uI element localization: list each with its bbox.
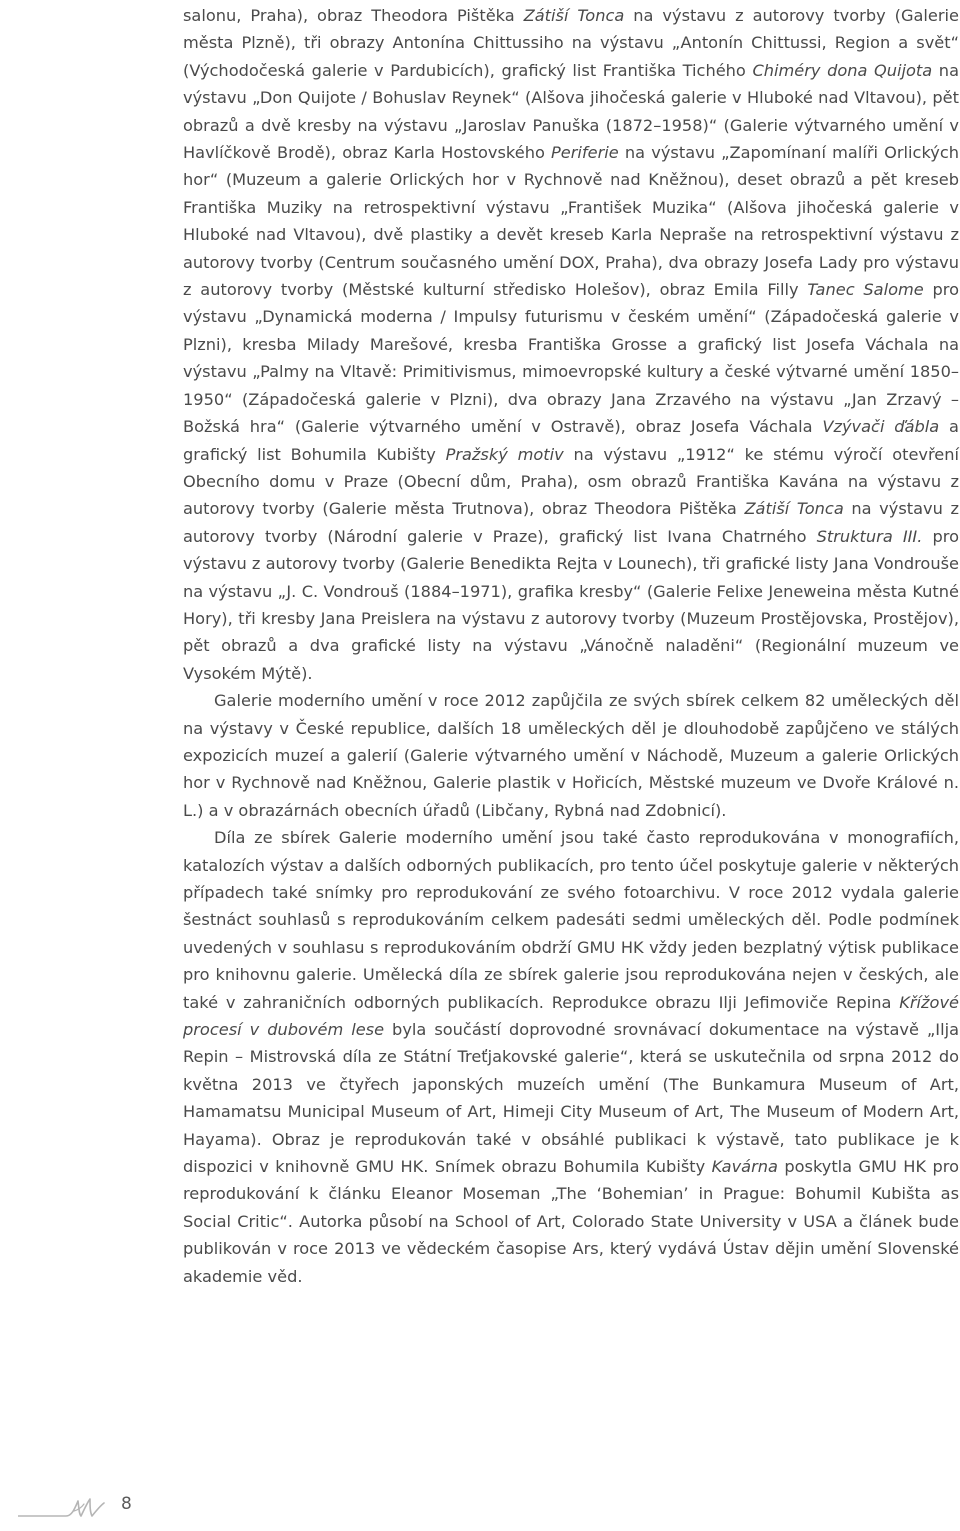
text-run: poskytla GMU HK pro reprodukování k článku Eleanor Moseman „The ‘Bohemian’ in Prague: Bohumil Kubišta as Social Critic“. Autorka působí na School of Art, Colorado State University v USA a článek bude publikován v roce 2013 ve vědeckém časopise Ars, který vydává Ústav dějin umění Slovenské akademie věd. bbox=[183, 1157, 959, 1286]
text-run: Galerie moderního umění v roce 2012 zapůjčila ze svých sbírek celkem 82 uměleckých děl na výstavy v České republice, dalších 18 uměleckých děl je dlouhodobě zapůjčeno ve stálých expozicích muzeí a galerií (Galerie výtvarného umění v Náchodě, Muzeum a galerie Orlických hor v Rychnově nad Kněžnou, Galerie plastik v Hořicích, Městské muzeum ve Dvoře Králové n. L.) a v obrazárnách obecních úřadů (Libčany, Rybná nad Zdobnicí). bbox=[183, 691, 959, 820]
italic-title: Pražský motiv bbox=[445, 444, 564, 464]
italic-title: Tanec Salome bbox=[807, 280, 924, 300]
italic-title: Zátiší Tonca bbox=[523, 6, 625, 25]
italic-title: Periferie bbox=[551, 143, 619, 163]
italic-title: Vzývači ďábla bbox=[822, 417, 940, 437]
paragraph-loans-list bbox=[183, 2, 959, 687]
text-run: pro výstavu z autorovy tvorby (Galerie Benedikta Rejta v Lounech), tři grafické listy Jana Vondrouše na výstavu „J. C. Vondrouš (1884–1971), grafika kresby“ (Galerie Felixe Jeneweina města Kutné Hory), tři kresby Jana Preislera na výstavu z autorovy tvorby (Muzeum Prostějovska, Prostějov), pět obrazů a dva grafické listy na výstavu „Vánočně naladěni“ (Regionální muzeum ve Vysokém Mýtě). bbox=[183, 526, 959, 683]
page-number: 8 bbox=[121, 1494, 132, 1514]
text-run: na výstavu z autorovy tvorby (Národní galerie v Praze), grafický list Ivana Chatrného bbox=[183, 499, 959, 546]
text-run: na výstavu „1912“ ke stému výročí otevření Obecního domu v Praze (Obecní dům, Praha), osm obrazů Františka Kavána na výstavu z autorovy tvorby (Galerie města Trutnova), obraz Theodora Pištěka bbox=[183, 444, 960, 519]
italic-title: Křížové procesí v dubovém lese bbox=[183, 992, 959, 1040]
text-run: salonu, Praha), obraz Theodora Pištěka bbox=[183, 6, 524, 25]
paragraph-reproductions bbox=[183, 824, 959, 1290]
text-run: na výstavu z autorovy tvorby (Galerie města Plzně), tři obrazy Antonína Chittussiho na výstavu „Antonín Chittussi, Region a svět“ (Východočeská galerie v Pardubicích), grafický list Františka Tichého bbox=[183, 6, 959, 80]
gmu-monogram-line-icon bbox=[18, 1490, 126, 1526]
text-run: pro výstavu „Dynamická moderna / Impulsy futurismu v českém umění“ (Západočeská galerie v Plzni), kresba Milady Marešové, kresba Františka Grosse a grafický list Josefa Váchala na výstavu „Palmy na Vltavě: Primitivismus, mimoevropské kultury a české výtvarné umění 1850–1950“ (Západočeská galerie v Plzni), dva obrazy Jana Zrzavého na výstavu „Jan Zrzavý – Božská hra“ (Galerie výtvarného umění v Ostravě), obraz Josefa Váchala bbox=[183, 280, 959, 437]
body-text bbox=[183, 2, 959, 1290]
italic-title: Chiméry dona Quijota bbox=[752, 60, 933, 80]
text-run: Díla ze sbírek Galerie moderního umění jsou také často reprodukována v monografiích, katalozích výstav a dalších odborných publikacích, pro tento účel poskytuje galerie v některých případech také snímky pro reprodukování ze svého fotoarchivu. V roce 2012 vydala galerie šestnáct souhlasů s reprodukováním celkem padesáti sedmi uměleckých děl. Podle podmínek uvedených v souhlasu s reprodukováním obdrží GMU HK vždy jeden bezplatný výtisk publikace pro knihovnu galerie. Umělecká díla ze sbírek galerie jsou reprodukována nejen v českých, ale také v zahraničních odborných publikacích. Reprodukce obrazu Ilji Jefimoviče Repina bbox=[183, 828, 959, 1012]
text-run: na výstavu „Don Quijote / Bohuslav Reynek“ (Alšova jihočeská galerie v Hluboké nad Vltavou), pět obrazů a dvě kresby na výstavu „Jaroslav Panuška (1872–1958)“ (Galerie výtvarného umění v Havlíčkově Brodě), obraz Karla Hostovského bbox=[183, 60, 959, 163]
text-run: a grafický list Bohumila Kubišty bbox=[183, 417, 959, 464]
italic-title: Zátiší Tonca bbox=[744, 499, 844, 519]
text-run: na výstavu „Zapomínaní malíři Orlických hor“ (Muzeum a galerie Orlických hor v Rychnově nad Kněžnou), deset obrazů a pět kreseb Františka Muziky na retrospektivní výstavu „František Muzika“ (Alšova jihočeská galerie v Hluboké nad Vltavou), dvě plastiky a devět kreseb Karla Nepraše na retrospektivní výstavu z autorovy tvorby (Centrum současného umění DOX, Praha), dva obrazy Josefa Lady pro výstavu z autorovy tvorby (Městské kulturní středisko Holešov), obraz Emila Filly bbox=[183, 143, 959, 300]
italic-title: Kavárna bbox=[711, 1157, 778, 1177]
italic-title: Struktura III. bbox=[816, 526, 923, 546]
text-run: byla součástí doprovodné srovnávací dokumentace na výstavě „Ilja Repin – Mistrovská díla ze Státní Treťjakovské galerie“, která se uskutečnila od srpna 2012 do května 2013 ve čtyřech japonských muzeích umění (The Bunkamura Museum of Art, Hamamatsu Municipal Museum of Art, Himeji City Museum of Art, The Museum of Modern Art, Hayama). Obraz je reprodukován také v obsáhlé publikaci k výstavě, tato publikace je k dispozici v knihovně GMU HK. Snímek obrazu Bohumila Kubišty bbox=[183, 1020, 959, 1177]
paragraph-loans-summary bbox=[183, 687, 959, 824]
